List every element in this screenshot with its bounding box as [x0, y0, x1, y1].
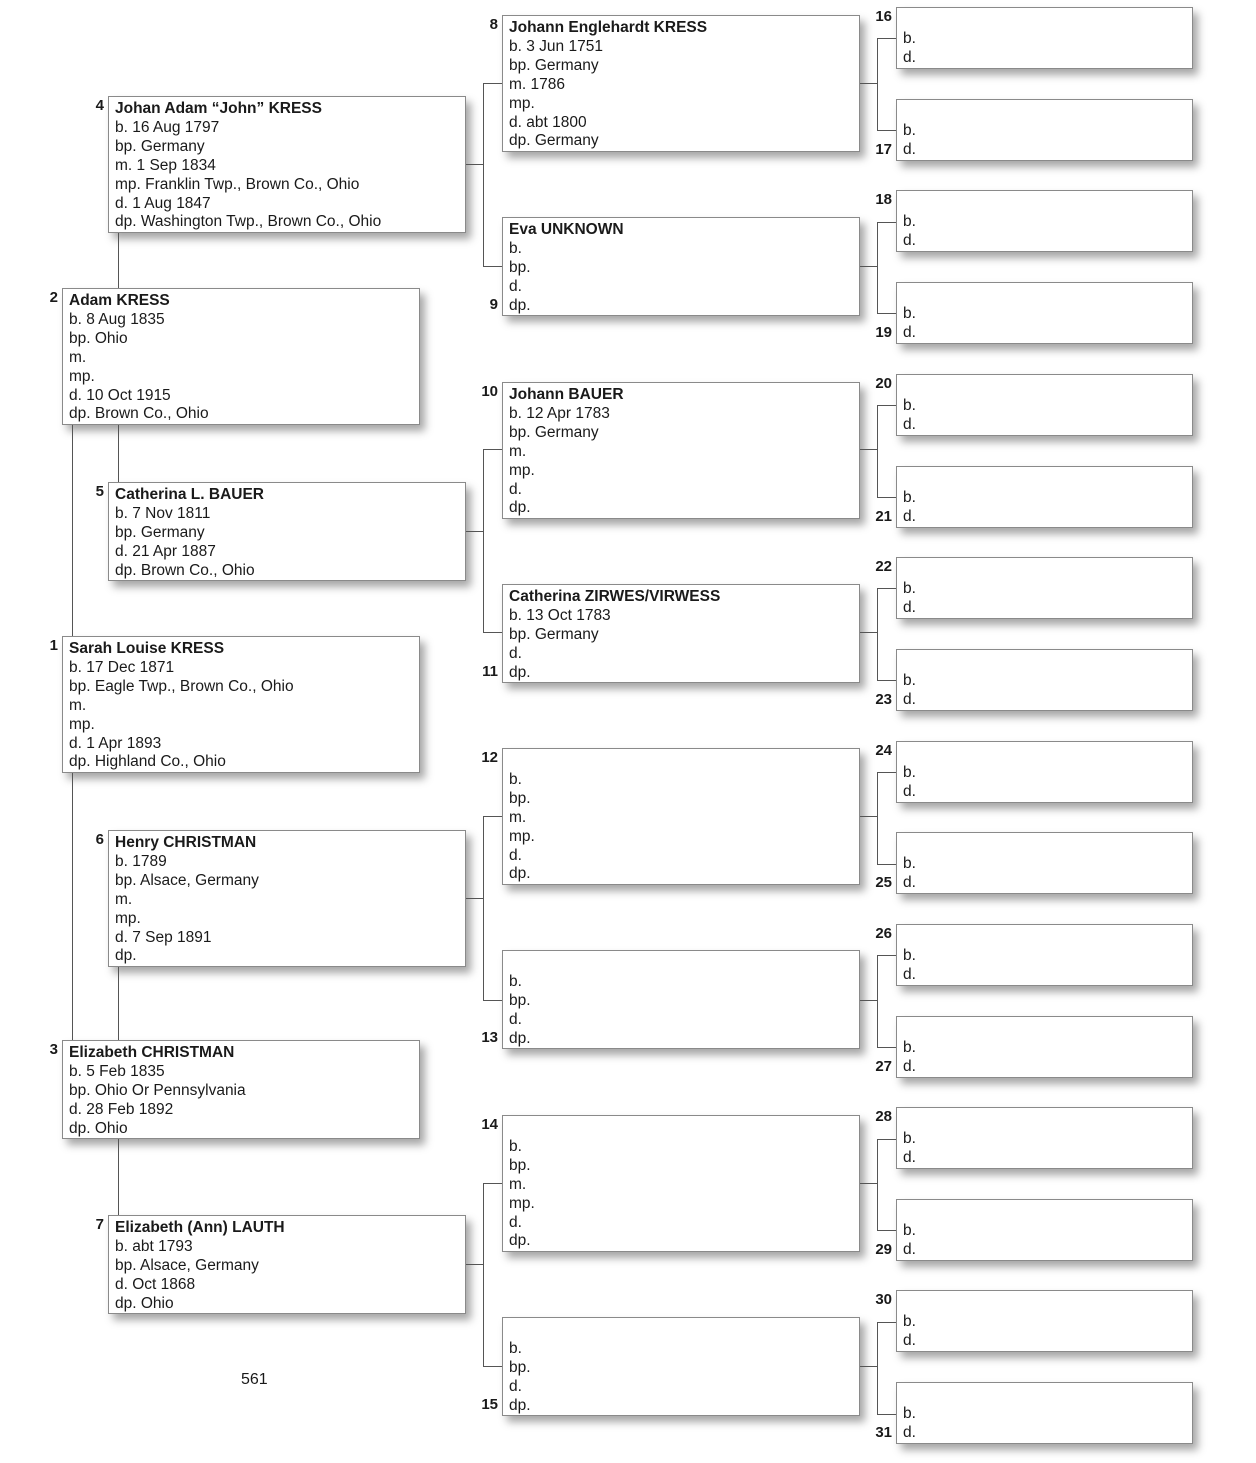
connector-line — [877, 1322, 878, 1415]
person-fact: bp. — [509, 991, 531, 1009]
person-fact: d. — [903, 48, 916, 66]
person-name — [509, 1321, 859, 1340]
connector-line — [466, 1264, 483, 1265]
ahnentafel-number: 27 — [875, 1058, 892, 1075]
connector-line — [877, 222, 896, 223]
person-box-25[interactable] — [896, 832, 1193, 894]
person-fact: b. 1789 — [115, 852, 167, 870]
connector-line — [483, 449, 502, 450]
person-name — [509, 954, 859, 973]
ahnentafel-number: 3 — [49, 1041, 58, 1058]
ahnentafel-number: 2 — [49, 289, 58, 306]
connector-line — [877, 222, 878, 314]
person-fact: bp. Ohio Or Pennsylvania — [69, 1081, 246, 1099]
connector-line — [877, 405, 878, 498]
connector-line — [860, 266, 877, 267]
person-fact: b. — [903, 121, 916, 139]
person-fact: b. 12 Apr 1783 — [509, 404, 610, 422]
connector-line — [466, 898, 483, 899]
person-fact: d. abt 1800 — [509, 113, 587, 131]
person-fact: d. — [509, 846, 522, 864]
connector-line — [860, 449, 877, 450]
ahnentafel-number: 29 — [875, 1241, 892, 1258]
ahnentafel-number: 10 — [481, 383, 498, 400]
connector-line — [877, 38, 896, 39]
person-fact: b. — [903, 29, 916, 47]
person-fact: b. — [903, 488, 916, 506]
person-fact: d. — [903, 1240, 916, 1258]
person-box-9[interactable] — [502, 217, 860, 316]
connector-line — [483, 83, 502, 84]
person-box-17[interactable] — [896, 99, 1193, 161]
person-fact: d. — [509, 1213, 522, 1231]
person-fact: dp. Brown Co., Ohio — [115, 561, 255, 579]
connector-line — [483, 1183, 502, 1184]
connector-line — [860, 1366, 877, 1367]
connector-line — [466, 531, 483, 532]
person-name — [903, 1386, 1192, 1405]
person-fact: b. 7 Nov 1811 — [115, 504, 211, 522]
person-name — [903, 470, 1192, 489]
person-box-19[interactable] — [896, 282, 1193, 344]
connector-line — [483, 1000, 502, 1001]
ahnentafel-number: 14 — [481, 1116, 498, 1133]
person-box-5[interactable] — [108, 482, 466, 581]
person-box-15[interactable] — [502, 1317, 860, 1416]
person-fact: dp. — [509, 1396, 531, 1414]
connector-line — [877, 130, 896, 131]
ahnentafel-number: 21 — [875, 508, 892, 525]
person-box-20[interactable] — [896, 374, 1193, 436]
ahnentafel-number: 22 — [875, 558, 892, 575]
connector-line — [877, 1414, 896, 1415]
person-fact: m. — [69, 348, 87, 366]
person-box-6[interactable] — [108, 830, 466, 967]
person-name: Elizabeth (Ann) LAUTH — [115, 1219, 285, 1236]
person-fact: dp. Ohio — [115, 1294, 174, 1312]
connector-line — [860, 83, 877, 84]
ahnentafel-number: 13 — [481, 1029, 498, 1046]
connector-line — [877, 772, 896, 773]
connector-line — [877, 405, 896, 406]
connector-line — [118, 425, 119, 482]
connector-line — [72, 425, 73, 636]
person-fact: b. 16 Aug 1797 — [115, 118, 220, 136]
person-name — [509, 1119, 859, 1138]
person-name: Henry CHRISTMAN — [115, 834, 257, 851]
person-fact: d. — [903, 140, 916, 158]
person-fact: d. — [903, 965, 916, 983]
person-name — [903, 1111, 1192, 1130]
connector-line — [877, 680, 896, 681]
person-fact: dp. — [509, 296, 531, 314]
connector-line — [877, 1139, 878, 1231]
connector-line — [877, 1230, 896, 1231]
person-box-29[interactable] — [896, 1199, 1193, 1261]
person-fact: b. abt 1793 — [115, 1237, 193, 1255]
ahnentafel-number: 11 — [482, 663, 498, 680]
person-name — [903, 928, 1192, 947]
ahnentafel-number: 20 — [875, 375, 892, 392]
person-name — [903, 1020, 1192, 1039]
person-fact: bp. — [509, 1156, 531, 1174]
ahnentafel-number: 30 — [875, 1291, 892, 1308]
person-fact: d. — [509, 1377, 522, 1395]
connector-line — [860, 632, 877, 633]
person-fact: bp. Germany — [509, 56, 599, 74]
person-fact: m. — [509, 808, 527, 826]
person-fact: b. — [903, 579, 916, 597]
ahnentafel-number: 31 — [875, 1424, 892, 1441]
connector-line — [877, 313, 896, 314]
person-box-11[interactable] — [502, 584, 860, 683]
ahnentafel-number: 25 — [875, 874, 892, 891]
person-fact: d. Oct 1868 — [115, 1275, 196, 1293]
person-fact: d. — [509, 277, 522, 295]
person-fact: d. — [903, 231, 916, 249]
person-fact: mp. — [509, 1194, 535, 1212]
person-fact: b. — [903, 1129, 916, 1147]
connector-line — [877, 1047, 896, 1048]
person-fact: b. 3 Jun 1751 — [509, 37, 603, 55]
connector-line — [877, 955, 896, 956]
person-name: Adam KRESS — [69, 292, 170, 309]
person-box-16[interactable] — [896, 7, 1193, 69]
connector-line — [118, 967, 119, 1040]
connector-line — [877, 864, 896, 865]
person-fact: d. 1 Apr 1893 — [69, 734, 162, 752]
person-fact: bp. Germany — [115, 137, 205, 155]
person-fact: bp. Germany — [509, 625, 599, 643]
ahnentafel-number: 28 — [875, 1108, 892, 1125]
person-fact: mp. — [69, 715, 95, 733]
person-fact: b. 17 Dec 1871 — [69, 658, 175, 676]
person-fact: b. — [903, 946, 916, 964]
person-name: Sarah Louise KRESS — [69, 640, 225, 657]
connector-line — [877, 1139, 896, 1140]
person-fact: dp. — [509, 1232, 531, 1250]
connector-line — [483, 1183, 484, 1367]
person-fact: dp. — [115, 947, 137, 965]
person-fact: d. — [509, 1010, 522, 1028]
person-box-10[interactable] — [502, 382, 860, 519]
person-fact: d. — [509, 644, 522, 662]
person-fact: bp. Germany — [115, 523, 205, 541]
person-box-31[interactable] — [896, 1382, 1193, 1444]
person-name — [509, 752, 859, 771]
person-fact: b. — [903, 304, 916, 322]
connector-line — [877, 955, 878, 1048]
connector-line — [877, 772, 878, 865]
person-box-30[interactable] — [896, 1290, 1193, 1352]
person-fact: bp. Eagle Twp., Brown Co., Ohio — [69, 677, 294, 695]
person-fact: bp. Germany — [509, 423, 599, 441]
person-name: Catherina ZIRWES/VIRWESS — [509, 588, 721, 605]
person-fact: b. 8 Aug 1835 — [69, 310, 165, 328]
person-fact: dp. Highland Co., Ohio — [69, 753, 226, 771]
connector-line — [877, 1322, 896, 1323]
connector-line — [860, 816, 877, 817]
person-fact: b. — [903, 1221, 916, 1239]
person-name — [903, 836, 1192, 855]
person-box-8[interactable] — [502, 15, 860, 152]
person-name — [903, 653, 1192, 672]
ahnentafel-number: 26 — [875, 925, 892, 942]
person-fact: d. — [903, 782, 916, 800]
person-fact: d. 21 Apr 1887 — [115, 542, 216, 560]
person-fact: d. 10 Oct 1915 — [69, 386, 171, 404]
person-fact: mp. — [69, 367, 95, 385]
ahnentafel-number: 9 — [489, 296, 498, 313]
person-fact: d. — [903, 598, 916, 616]
person-fact: d. 1 Aug 1847 — [115, 194, 211, 212]
connector-line — [483, 816, 502, 817]
ahnentafel-number: 18 — [875, 191, 892, 208]
person-fact: m. — [509, 442, 527, 460]
person-fact: dp. Washington Twp., Brown Co., Ohio — [115, 213, 382, 231]
person-fact: b. — [903, 1404, 916, 1422]
connector-line — [483, 632, 502, 633]
ahnentafel-number: 12 — [481, 749, 498, 766]
person-fact: dp. Ohio — [69, 1119, 128, 1137]
person-name — [903, 194, 1192, 213]
ahnentafel-number: 23 — [875, 691, 892, 708]
person-fact: b. — [903, 212, 916, 230]
connector-line — [118, 233, 119, 288]
person-name: Catherina L. BAUER — [115, 486, 264, 503]
person-fact: b. — [903, 1038, 916, 1056]
person-fact: d. — [903, 415, 916, 433]
person-fact: b. — [509, 770, 522, 788]
person-fact: b. 5 Feb 1835 — [69, 1062, 165, 1080]
person-box-21[interactable] — [896, 466, 1193, 528]
connector-line — [877, 588, 896, 589]
person-box-27[interactable] — [896, 1016, 1193, 1078]
person-box-4[interactable] — [108, 96, 466, 233]
person-box-7[interactable] — [108, 1215, 466, 1314]
person-fact: d. — [509, 480, 522, 498]
person-name — [903, 561, 1192, 580]
person-fact: d. — [903, 1423, 916, 1441]
person-box-26[interactable] — [896, 924, 1193, 986]
person-fact: bp. — [509, 789, 531, 807]
person-name — [903, 1203, 1192, 1222]
ahnentafel-number: 16 — [875, 8, 892, 25]
person-fact: b. — [903, 396, 916, 414]
person-fact: m. — [115, 890, 133, 908]
person-fact: m. — [69, 696, 87, 714]
person-box-23[interactable] — [896, 649, 1193, 711]
person-name — [903, 286, 1192, 305]
person-name — [903, 378, 1192, 397]
person-fact: mp. — [509, 461, 535, 479]
person-fact: d. — [903, 323, 916, 341]
person-fact: b. — [903, 671, 916, 689]
person-fact: dp. Brown Co., Ohio — [69, 405, 209, 423]
person-fact: d. 28 Feb 1892 — [69, 1100, 174, 1118]
person-fact: m. 1 Sep 1834 — [115, 156, 216, 174]
person-box-14[interactable] — [502, 1115, 860, 1252]
connector-line — [877, 588, 878, 681]
person-fact: d. — [903, 1331, 916, 1349]
person-fact: m. 1786 — [509, 75, 566, 93]
person-box-24[interactable] — [896, 741, 1193, 803]
person-fact: d. — [903, 1057, 916, 1075]
connector-line — [860, 1000, 877, 1001]
person-fact: b. — [903, 854, 916, 872]
person-fact: dp. — [509, 499, 531, 517]
person-name: Eva UNKNOWN — [509, 221, 624, 238]
connector-line — [483, 816, 484, 1001]
person-box-28[interactable] — [896, 1107, 1193, 1169]
person-name: Johan Adam “John” KRESS — [115, 100, 322, 117]
person-fact: d. — [903, 507, 916, 525]
connector-line — [118, 1139, 119, 1215]
person-fact: b. — [903, 763, 916, 781]
person-fact: d. 7 Sep 1891 — [115, 928, 212, 946]
person-name: Johann BAUER — [509, 386, 624, 403]
connector-line — [483, 1366, 502, 1367]
person-fact: mp. Franklin Twp., Brown Co., Ohio — [115, 175, 360, 193]
person-box-22[interactable] — [896, 557, 1193, 619]
ahnentafel-number: 8 — [489, 16, 498, 33]
person-fact: dp. Germany — [509, 132, 599, 150]
ahnentafel-number: 19 — [875, 324, 892, 341]
ahnentafel-number: 4 — [95, 97, 104, 114]
person-fact: bp. Alsace, Germany — [115, 871, 259, 889]
person-fact: b. — [509, 1137, 522, 1155]
person-fact: d. — [903, 690, 916, 708]
person-fact: mp. — [115, 909, 141, 927]
person-fact: m. — [509, 1175, 527, 1193]
ahnentafel-number: 1 — [49, 637, 58, 654]
person-name — [903, 745, 1192, 764]
connector-line — [483, 83, 484, 267]
person-box-1[interactable] — [62, 636, 420, 773]
person-fact: b. — [509, 972, 522, 990]
connector-line — [483, 266, 502, 267]
person-fact: b. — [509, 1339, 522, 1357]
person-name — [903, 1294, 1192, 1313]
person-fact: dp. — [509, 663, 531, 681]
person-fact: mp. — [509, 94, 535, 112]
person-fact: mp. — [509, 827, 535, 845]
connector-line — [877, 497, 896, 498]
connector-line — [860, 1183, 877, 1184]
person-fact: bp. Alsace, Germany — [115, 1256, 259, 1274]
connector-line — [72, 773, 73, 1040]
person-name: Johann Englehardt KRESS — [509, 19, 708, 36]
person-name: Elizabeth CHRISTMAN — [69, 1044, 235, 1061]
person-box-18[interactable] — [896, 190, 1193, 252]
person-fact: bp. — [509, 258, 531, 276]
person-box-12[interactable] — [502, 748, 860, 885]
ahnentafel-number: 17 — [875, 141, 892, 158]
person-name — [903, 11, 1192, 30]
person-box-3[interactable] — [62, 1040, 420, 1139]
connector-line — [483, 449, 484, 633]
person-box-13[interactable] — [502, 950, 860, 1049]
person-fact: dp. — [509, 1029, 531, 1047]
ahnentafel-number: 6 — [95, 831, 104, 848]
person-fact: bp. — [509, 1358, 531, 1376]
ahnentafel-number: 7 — [95, 1216, 104, 1233]
person-fact: dp. — [509, 865, 531, 883]
person-fact: bp. Ohio — [69, 329, 128, 347]
ahnentafel-number: 24 — [875, 742, 892, 759]
ahnentafel-number: 5 — [95, 483, 104, 500]
person-fact: b. 13 Oct 1783 — [509, 606, 611, 624]
person-fact: b. — [509, 239, 522, 257]
person-box-2[interactable] — [62, 288, 420, 425]
page-number: 561 — [241, 1371, 268, 1388]
person-name — [903, 103, 1192, 122]
connector-line — [466, 164, 483, 165]
person-fact: d. — [903, 873, 916, 891]
connector-line — [877, 38, 878, 131]
person-fact: b. — [903, 1312, 916, 1330]
ahnentafel-number: 15 — [481, 1396, 498, 1413]
person-fact: d. — [903, 1148, 916, 1166]
